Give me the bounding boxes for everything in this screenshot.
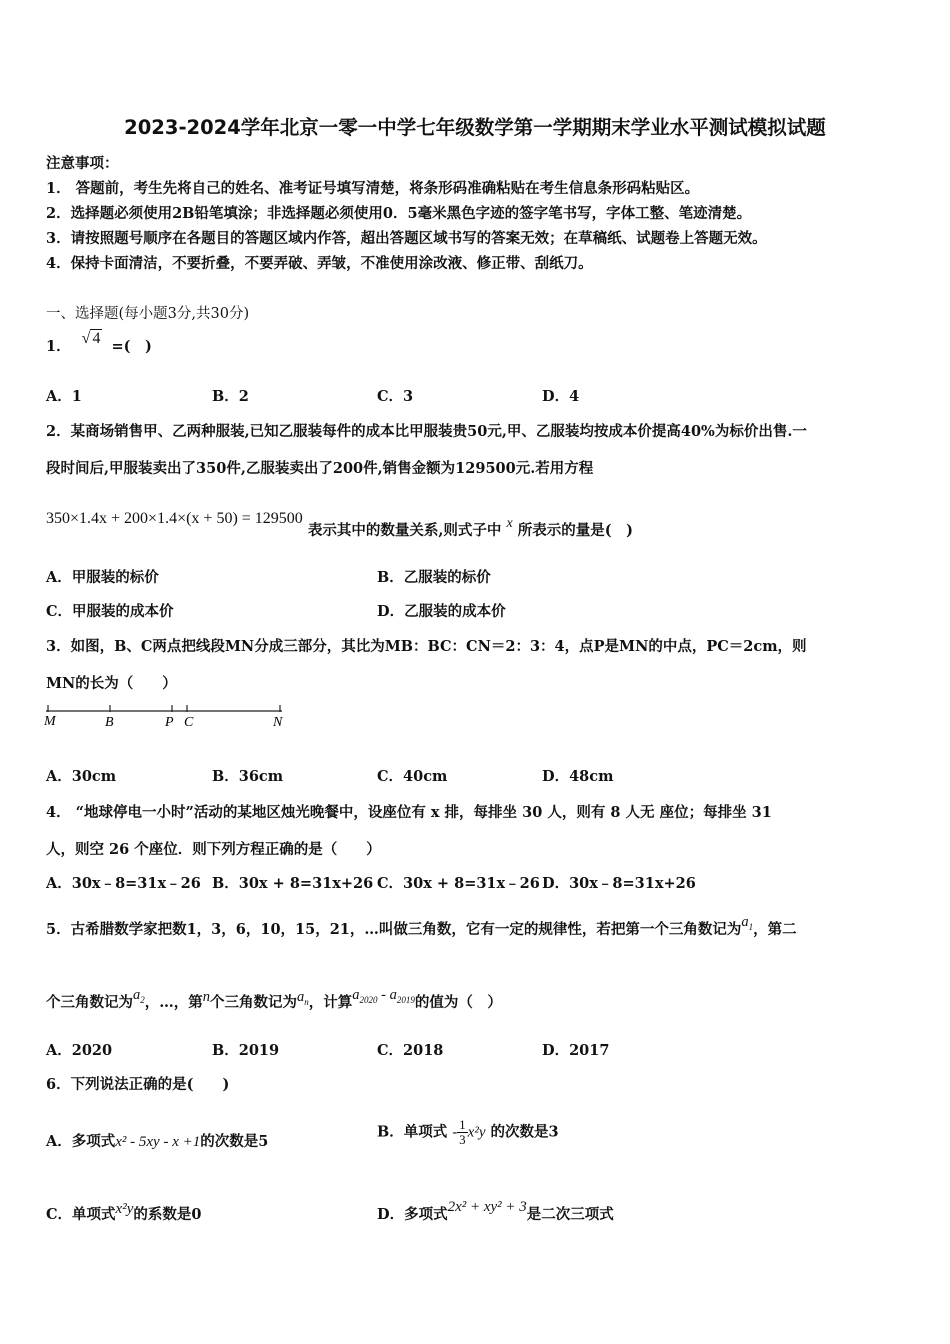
notice-item: 4．保持卡面清洁，不要折叠，不要弄破、弄皱，不准使用涂改液、修正带、刮纸刀。 bbox=[46, 255, 593, 272]
q3-option-a[interactable]: A．30cm bbox=[46, 768, 117, 785]
q3-line-2: MN的长为（ ） bbox=[46, 675, 177, 692]
q5-text-1a: 5．古希腊数学家把数1，3，6，10，15，21，…叫做三角数，它有一定的规律性，若把第一个三角数记为 bbox=[46, 921, 742, 938]
page-title: 2023-2024学年北京一零一中学七年级数学第一学期期末学业水平测试模拟试题 bbox=[124, 116, 826, 139]
radicand: 4 bbox=[92, 330, 101, 347]
label-c: C bbox=[184, 715, 194, 730]
q1-option-d[interactable]: D．4 bbox=[542, 388, 580, 405]
label-n: N bbox=[273, 715, 283, 730]
q2-line-2: 段时间后,甲服装卖出了350件,乙服装卖出了200件,销售金额为129500元.若用方程 bbox=[46, 460, 594, 477]
var-a1: $a_1$ bbox=[741, 914, 754, 932]
label-m: M bbox=[44, 714, 56, 729]
q6-option-c[interactable]: C．单项式x²y的系数是0 bbox=[46, 1201, 202, 1223]
q1-option-a[interactable]: A．1 bbox=[46, 388, 82, 405]
q6-option-d[interactable]: D．多项式2x² + xy² + 3是二次三项式 bbox=[377, 1199, 614, 1223]
q1-option-c[interactable]: C．3 bbox=[377, 388, 414, 405]
q1-option-b[interactable]: B．2 bbox=[212, 388, 249, 405]
q5-text-2e: 的值为（ ） bbox=[414, 994, 502, 1011]
q5-text-2b: ，…，第 bbox=[144, 994, 203, 1011]
q4-line-1: 4． “地球停电一小时”活动的某地区烛光晚餐中，设座位有 x 排，每排坐 30 人，则有 8 人无 座位；每排坐 31 bbox=[46, 804, 772, 821]
label-p: P bbox=[165, 715, 174, 730]
var-a2: $a_2$ bbox=[133, 987, 145, 1005]
section-heading: 一、选择题(每小题3分,共30分) bbox=[46, 306, 250, 322]
q2-option-b[interactable]: B．乙服装的标价 bbox=[377, 569, 491, 586]
var-an: $a_n$ bbox=[297, 989, 309, 1007]
q5-text-2d: ，计算 bbox=[308, 994, 353, 1011]
segment-figure bbox=[44, 702, 294, 732]
notice-item: 2．选择题必须使用2B铅笔填涂；非选择题必须使用0．5毫米黑色字迹的签字笔书写，字体工整、笔迹清楚。 bbox=[46, 205, 752, 222]
q2-after-var: 所表示的量是( ) bbox=[517, 522, 633, 539]
q2-line-1: 2．某商场销售甲、乙两种服装,已知乙服装每件的成本比甲服装贵50元,甲、乙服装均按成本价提高40%为标价出售.一 bbox=[46, 423, 807, 440]
notice-item: 3．请按照题号顺序在各题目的答题区域内作答，超出答题区域书写的答案无效；在草稿纸、试题卷上答题无效。 bbox=[46, 230, 767, 247]
q3-option-d[interactable]: D．48cm bbox=[542, 768, 614, 785]
notice-item: 1． 答题前，考生先将自己的姓名、准考证号填写清楚，将条形码准确粘贴在考生信息条形码粘贴区。 bbox=[46, 180, 700, 197]
q2-option-a[interactable]: A．甲服装的标价 bbox=[46, 569, 159, 586]
q6-option-a[interactable]: A．多项式x² - 5xy - x +1的次数是5 bbox=[46, 1133, 269, 1150]
notice-heading: 注意事项： bbox=[46, 155, 119, 172]
q2-var: x bbox=[506, 516, 513, 531]
q2-option-d[interactable]: D．乙服装的成本价 bbox=[377, 603, 506, 620]
q4-option-d[interactable]: D．30x﹣8=31x+26 bbox=[542, 875, 696, 892]
fraction-one-third: $\frac{1}{3}$ bbox=[459, 1117, 466, 1147]
q2-equation: 350×1.4x + 200×1.4×(x + 50) = 129500 bbox=[46, 510, 303, 527]
q4-option-a[interactable]: A．30x﹣8=31x﹣26 bbox=[46, 875, 201, 892]
var-n: n bbox=[202, 989, 210, 1005]
q3-line-1: 3．如图，B、C两点把线段MN分成三部分，其比为MB：BC：CN＝2：3：4，点P是MN的中点，PC＝2cm，则 bbox=[46, 638, 807, 655]
q2-option-c[interactable]: C．甲服装的成本价 bbox=[46, 603, 174, 620]
q4-line-2: 人，则空 26 个座位．则下列方程正确的是（ ） bbox=[46, 841, 381, 858]
q5-option-b[interactable]: B．2019 bbox=[212, 1042, 280, 1059]
label-b: B bbox=[105, 715, 114, 730]
sqrt-expression: √ 4 bbox=[81, 330, 101, 347]
q5-line-1 bbox=[46, 914, 797, 940]
q3-option-c[interactable]: C．40cm bbox=[377, 768, 448, 785]
q6-b-expression: x²y bbox=[467, 1124, 486, 1141]
q4-option-b[interactable]: B．30x + 8=31x+26 bbox=[212, 875, 374, 892]
q6-a-expression: x² - 5xy - x +1 bbox=[115, 1134, 201, 1150]
q5-option-c[interactable]: C．2018 bbox=[377, 1042, 444, 1059]
q2-equation-line bbox=[46, 507, 633, 539]
q2-after-eq: 表示其中的数量关系,则式子中 bbox=[307, 522, 502, 539]
q6-option-b[interactable]: B．单项式 - $\frac{1}{3}$ x²y 的次数是3 bbox=[377, 1117, 559, 1147]
q1-number: 1． bbox=[46, 338, 71, 355]
q5-option-d[interactable]: D．2017 bbox=[542, 1042, 610, 1059]
q5-line-2 bbox=[46, 987, 502, 1013]
q6-stem: 6．下列说法正确的是( ) bbox=[46, 1076, 230, 1093]
question-1 bbox=[46, 330, 152, 356]
q5-option-a[interactable]: A．2020 bbox=[46, 1042, 113, 1059]
q5-text-2c: 个三角数记为 bbox=[210, 994, 297, 1011]
q5-text-2a: 个三角数记为 bbox=[46, 994, 133, 1011]
q6-d-expression: 2x² + xy² + 3 bbox=[447, 1199, 527, 1215]
expr-a2020-a2019: $a_{2020} - a_{2019}$ bbox=[352, 987, 415, 1005]
q5-text-1b: ，第二 bbox=[753, 921, 797, 938]
q6-c-expression: x²y bbox=[115, 1201, 134, 1217]
q4-option-c[interactable]: C．30x + 8=31x﹣26 bbox=[377, 875, 540, 892]
q3-option-b[interactable]: B．36cm bbox=[212, 768, 284, 785]
q1-tail: =( ) bbox=[111, 338, 152, 355]
